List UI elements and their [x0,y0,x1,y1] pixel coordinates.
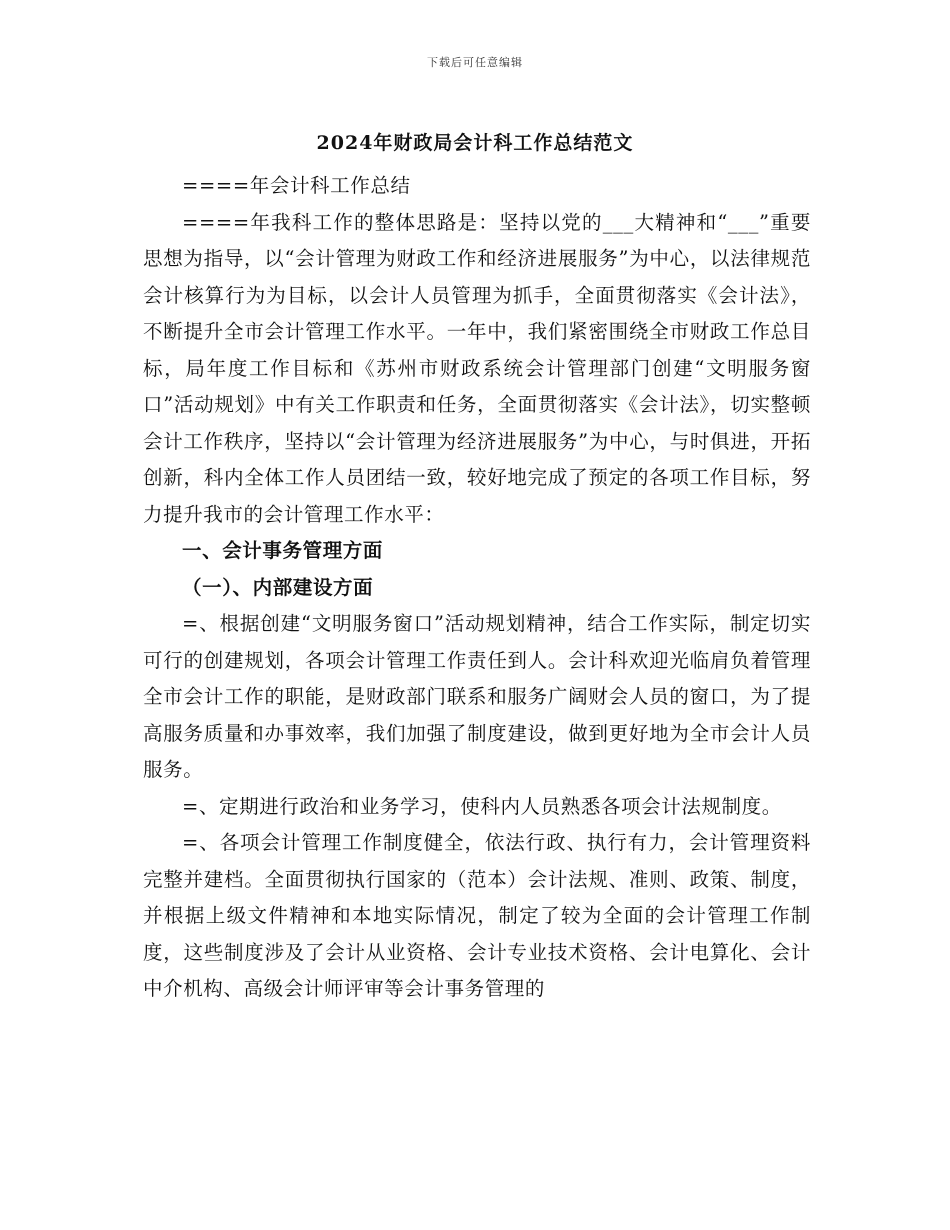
paragraph-item-plan: =、根据创建“文明服务窗口”活动规划精神，结合工作实际，制定切实可行的创建规划，各项会计管理工作责任到人。会计科欢迎光临肩负着管理全市会计工作的职能，是财政部门联系和服务广阔财会人员的窗口，为了提高服务质量和办事效率，我们加强了制度建设，做到更好地为全市会计人员服务。 [143,612,811,781]
subsection-heading-internal-construction: （一）、内部建设方面 [182,575,374,599]
paragraph-overall-approach: ====年我科工作的整体思路是：坚持以党的___大精神和“___”重要思想为指导，以“会计管理为财政工作和经济进展服务”为中心，以法律规范会计核算行为为目标，以会计人员管理为抓手，全面贯彻落实《会计法》，不断提升全市会计管理工作水平。一年中，我们紧密围绕全市财政工作总目标，局年度工作目标和《苏州市财政系统会计管理部门创建“文明服务窗口”活动规划》中有关工作职责和任务，全面贯彻落实《会计法》，切实整顿会计工作秩序，坚持以“会计管理为经济进展服务”为中心，与时俱进，开拓创新，科内全体工作人员团结一致，较好地完成了预定的各项工作目标，努力提升我市的会计管理工作水平： [143,210,811,526]
document-body [143,168,811,1008]
paragraph-year-summary: ====年会计科工作总结 [182,174,411,197]
section-heading-accounting-affairs: 一、会计事务管理方面 [182,539,384,562]
paragraph-item-study: =、定期进行政治和业务学习，使科内人员熟悉各项会计法规制度。 [182,794,782,818]
paragraph-item-regulations: =、各项会计管理工作制度健全，依法行政、执行有力，会计管理资料完整并建档。全面贯彻执行国家的（范本）会计法规、准则、政策、制度，并根据上级文件精神和本地实际情况，制定了较为全面的会计管理工作制度，这些制度涉及了会计从业资格、会计专业技术资格、会计电算化、会计中介机构、高级会计师评审等会计事务管理的 [143,831,811,1000]
page-header-note: 下载后可任意编辑 [427,56,523,69]
document-title: 2024年财政局会计科工作总结范文 [316,132,634,154]
